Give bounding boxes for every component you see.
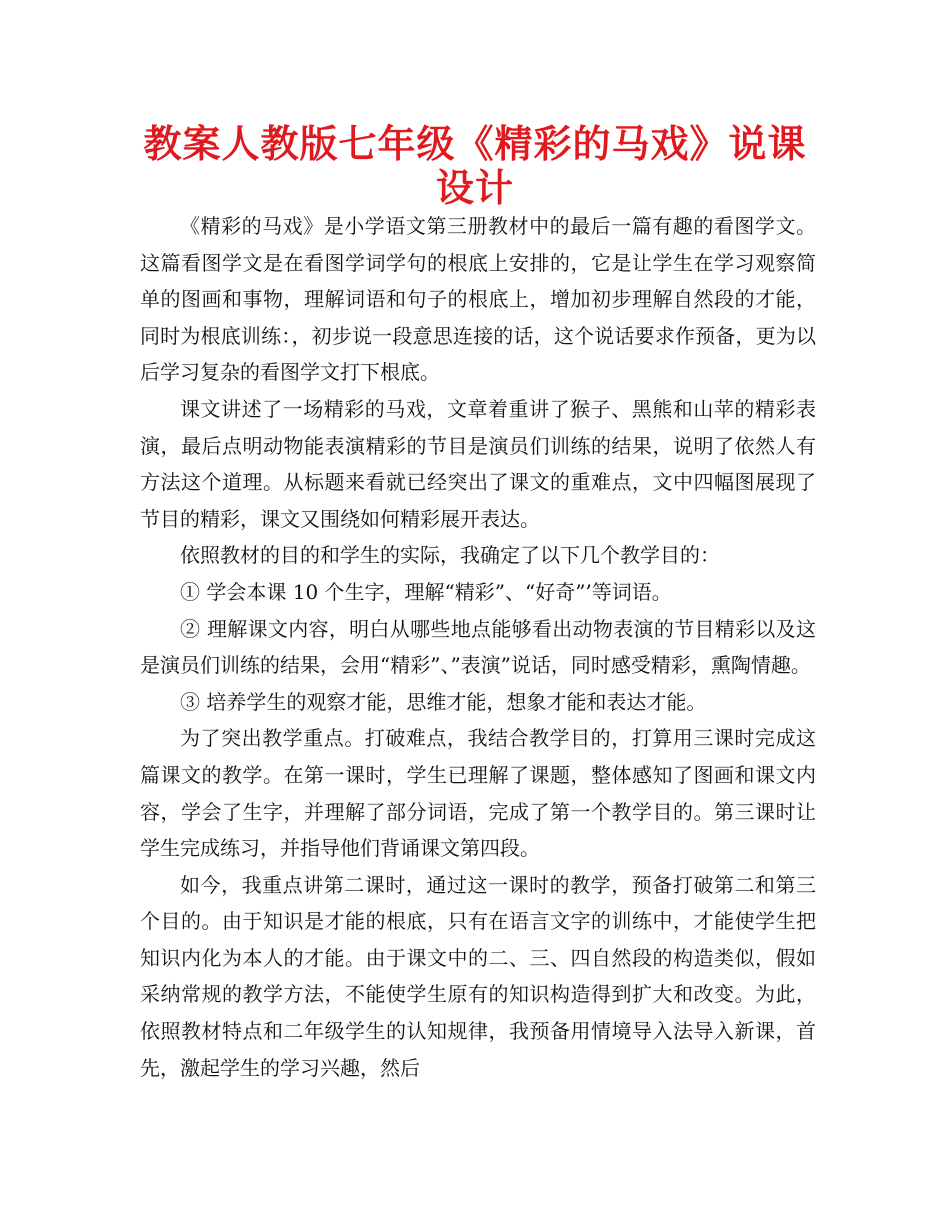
paragraph-content-summary: 课文讲述了一场精彩的马戏，文章着重讲了猴子、黑熊和山苹的精彩表演，最后点明动物能表演精彩的节目是演员们训练的结果，说明了依然人有方法这个道理。从标题来看就已经突出了课文的重难点，文中四幅图展现了节目的精彩，课文又围绕如何精彩展开表达。 (140, 396, 816, 531)
document-body (140, 208, 816, 1086)
paragraph-intro: 《精彩的马戏》是小学语文第三册教材中的最后一篇有趣的看图学文。这篇看图学文是在看图学词学句的根底上安排的，它是让学生在学习观察简单的图画和事物，理解词语和句子的根底上，增加初步理解自然段的才能，同时为根底训练：，初步说一段意思连接的话，这个说话要求作预备，更为以后学习复杂的看图学文打下根底。 (140, 214, 816, 385)
paragraph-goals-intro: 依照教材的目的和学生的实际，我确定了以下几个教学目的： (180, 543, 720, 568)
paragraph-lesson-plan: 为了突出教学重点。打破难点，我结合教学目的，打算用三课时完成这篇课文的教学。在第一课时，学生已理解了课题，整体感知了图画和课文内容，学会了生字，并理解了部分词语，完成了第一个教学目的。第三课时让学生完成练习，并指导他们背诵课文第四段。 (140, 726, 816, 861)
paragraph-second-lesson: 如今，我重点讲第二课时，通过这一课时的教学，预备打破第二和第三个目的。由于知识是才能的根底，只有在语言文字的训练中，才能使学生把知识内化为本人的才能。由于课文中的二、三、四自然段的构造类似，假如采纳常规的教学方法，不能使学生原有的知识构造得到扩大和改变。为此，依照教材特点和二年级学生的认知规律，我预备用情境导入法导入新课，首先，激起学生的学习兴趣，然后 (140, 872, 816, 1080)
paragraph-goal-3: ③ 培养学生的观察才能，思维才能，想象才能和表达才能。 (180, 689, 707, 714)
document-title: 教案人教版七年级《精彩的马戏》说课设计 (143, 122, 807, 210)
paragraph-goal-2: ② 理解课文内容，明白从哪些地点能够看出动物表演的节目精彩以及这是演员们训练的结果，会用“精彩”、”表演”说话，同时感受精彩，熏陶情趣。 (140, 616, 816, 678)
paragraph-goal-1: ① 学会本课 10 个生字，理解“精彩”、“好奇”’等词语。 (180, 579, 672, 604)
